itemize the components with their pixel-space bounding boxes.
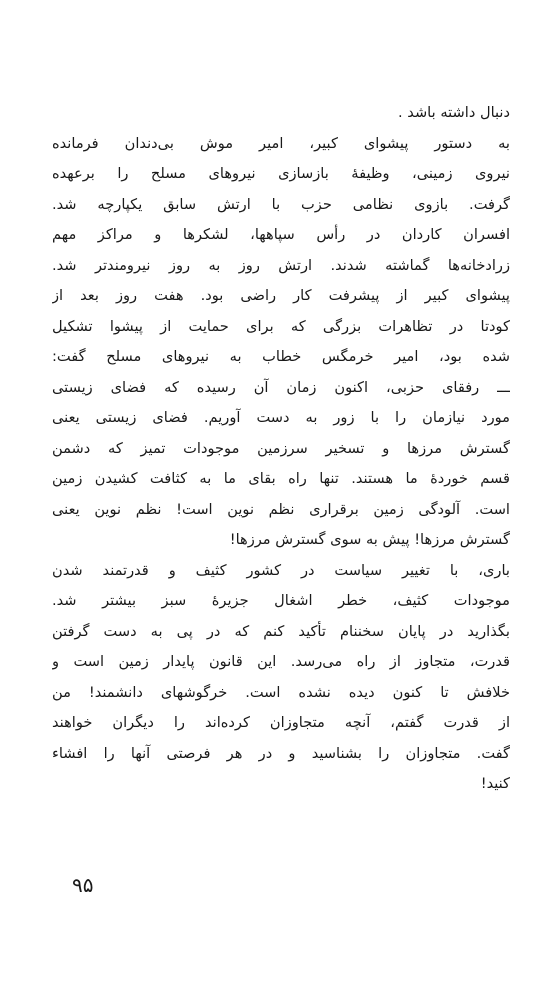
text-line: قسم خوردهٔ ما هستند. تنها راه بقای ما به کثافت کشیدن زمین bbox=[52, 470, 510, 487]
text-line: ـــ رفقای حزبی، اکنون زمان آن رسیده که فضای زیستی bbox=[52, 378, 510, 396]
text-line: کنید! bbox=[480, 775, 510, 792]
text-line: قدرت، متجاوز از راه می‌رسد. این قانون پایدار زمین است و bbox=[52, 653, 510, 670]
body-text bbox=[52, 98, 510, 800]
text-line: پیشوای کبیر از پیشرفت کار راضی بود. هفت روز بعد از bbox=[52, 287, 510, 304]
text-line: گرفت. بازوی نظامی حزب با ارتش سابق یکپارچه شد. bbox=[52, 195, 510, 213]
text-line: نیروی زمینی، وظیفهٔ بازسازی نیروهای مسلح را برعهده bbox=[52, 165, 510, 182]
text-line: گفت. متجاوزان را بشناسید و در هر فرصتی آنها را افشاء bbox=[52, 744, 510, 762]
text-line: افسران کاردان در رأس سپاهها، لشکرها و مراکز مهم bbox=[52, 226, 510, 243]
text-line: موجودات کثیف، خطر اشغال جزیرهٔ سبز بیشتر شد. bbox=[52, 592, 510, 609]
text-line: گسترش مرزها! پیش به سوی گسترش مرزها! bbox=[229, 531, 510, 548]
text-line: باری، با تغییر سیاست در کشور کثیف و قدرتمند شدن bbox=[52, 561, 510, 579]
text-line: از قدرت گفتم، آنچه متجاوزان کرده‌اند را دیگران خواهند bbox=[52, 714, 510, 731]
text-line: دنبال داشته باشد . bbox=[398, 104, 510, 121]
text-line: بگذارید در پایان سخننام تأکید کنم که در پی به دست گرفتن bbox=[52, 622, 510, 640]
text-line: زرادخانه‌ها گماشته شدند. ارتش روز به روز نیرومندتر شد. bbox=[52, 256, 510, 274]
text-line: گسترش مرزها و تسخیر سرزمین موجودات تمیز که دشمن bbox=[52, 439, 510, 457]
text-line: به دستور پیشوای کبیر، امیر موش بی‌دندان فرمانده bbox=[52, 134, 510, 152]
text-line: کودتا در تظاهرات بزرگی که برای حمایت از پیشوا تشکیل bbox=[52, 317, 510, 335]
text-line: خلافش تا کنون دیده نشده است. خرگوشهای دانشمند! من bbox=[52, 683, 510, 701]
page-number: ۹۵ bbox=[72, 873, 94, 897]
text-line: است. آلودگی زمین برقراری نظم نوین است! نظم نوین یعنی bbox=[52, 500, 510, 518]
text-line: مورد نیازمان را با زور به دست آوریم. فضای زیستی یعنی bbox=[52, 409, 510, 426]
text-line: شده بود، امیر خرمگس خطاب به نیروهای مسلح گفت: bbox=[52, 348, 510, 365]
